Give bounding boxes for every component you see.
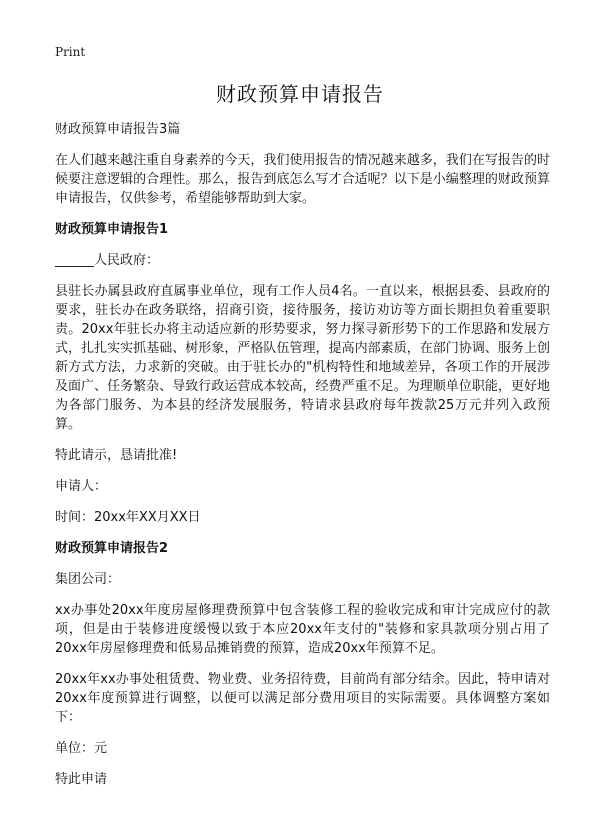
intro-paragraph: 在人们越来越注重自身素养的今天，我们使用报告的情况越来越多，我们在写报告的时候要注意逻辑的合理性。那么，报告到底怎么写才合适呢？以下是小编整理的财政预算申请报告，仅供参考，希望能够帮助到大家。 bbox=[55, 153, 550, 206]
section1-recipient: ______人民政府： bbox=[55, 253, 160, 268]
section1-body: 县驻长办属县政府直属事业单位，现有工作人员4名。一直以来，根据县委、县政府的要求，驻长办在政务联络，招商引资，接待服务，接访劝访等方面长期担负着重要职责。20xx年驻长办将主动适应新的形势要求，努力探寻新形势下的工作思路和发展方式，扎扎实实抓基础、树形象，严格队伍管理，提高内部素质，在部门协调、服务上创新方式方法，力求新的突破。由于驻长办的"机构特性和地域差异，各项工作的开展涉及面广、任务繁杂、导致行政运营成本较高，经费严重不足。为理顺单位职能，更好地为各部门服务、为本县的经济发展服务，特请求县政府每年拨款25万元并列入政预算。 bbox=[55, 284, 550, 432]
document-subtitle: 财政预算申请报告3篇 bbox=[55, 122, 181, 137]
document-body bbox=[55, 120, 550, 801]
section2-unit: 单位：元 bbox=[55, 741, 108, 756]
section2-closing: 特此申请 bbox=[55, 772, 108, 787]
document-title: 财政预算申请报告 bbox=[216, 82, 384, 106]
section1-closing: 特此请示，恳请批准! bbox=[55, 448, 178, 463]
print-label: Print bbox=[55, 45, 86, 59]
section2-body2: 20xx年xx办事处租赁费、物业费、业务招待费，目前尚有部分结余。因此，特申请对20xx年度预算进行调整，以便可以满足部分费用项目的实际需要。具体调整方案如下： bbox=[55, 672, 550, 725]
section2-recipient: 集团公司： bbox=[55, 572, 121, 587]
section2-body1: xx办事处20xx年度房屋修理费预算中包含装修工程的验收完成和审计完成应付的款项，但是由于装修进度缓慢以致于本应20xx年支付的"装修和家具款项分别占用了20xx年房屋修理费和低易品摊销费的预算，造成20xx年预算不足。 bbox=[55, 603, 550, 656]
section2-heading: 财政预算申请报告2 bbox=[55, 541, 169, 556]
section1-heading: 财政预算申请报告1 bbox=[55, 222, 169, 237]
section1-applicant: 申请人： bbox=[55, 479, 108, 494]
section1-date: 时间：20xx年XX月XX日 bbox=[55, 510, 201, 525]
